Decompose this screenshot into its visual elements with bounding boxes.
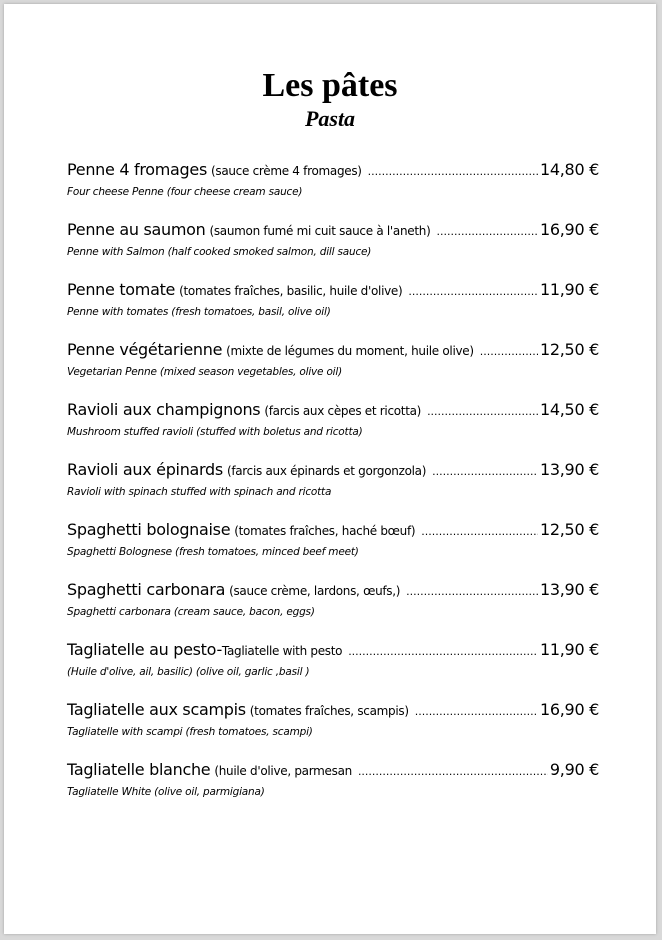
dish-price: 13,90 € — [540, 460, 599, 479]
menu-item-line — [67, 220, 599, 244]
dot-leader — [432, 465, 538, 478]
dish-description: (tomates fraîches, scampis) — [249, 704, 409, 718]
dish-translation: Vegetarian Penne (mixed season vegetables, olive oil) — [67, 366, 342, 378]
dish-translation: Spaghetti Bolognese (fresh tomatoes, minced beef meet) — [67, 546, 359, 558]
menu-item-line — [67, 520, 599, 544]
dish-name: Penne au saumon — [67, 220, 206, 239]
dot-leader — [348, 645, 538, 658]
menu-item-line — [67, 400, 599, 424]
menu-page — [4, 4, 656, 934]
dish-description: (saumon fumé mi cuit sauce à l'aneth) — [209, 224, 431, 238]
dish-translation: (Huile d'olive, ail, basilic) (olive oil, garlic ,basil ) — [67, 666, 310, 678]
dish-name: Spaghetti carbonara — [67, 580, 226, 599]
menu-item — [67, 520, 599, 580]
dish-price: 12,50 € — [540, 520, 599, 539]
menu-list — [67, 160, 599, 820]
dish-price: 11,90 € — [540, 640, 599, 659]
dish-description: Tagliatelle with pesto — [221, 644, 343, 658]
menu-header — [4, 66, 656, 132]
page-subtitle: Pasta — [304, 106, 356, 131]
menu-item — [67, 160, 599, 220]
menu-item-line — [67, 640, 599, 664]
dish-translation: Tagliatelle White (olive oil, parmigiana) — [67, 786, 265, 798]
dish-price: 16,90 € — [540, 700, 599, 719]
dot-leader — [480, 345, 538, 358]
menu-item — [67, 700, 599, 760]
dish-description: (huile d'olive, parmesan — [214, 764, 352, 778]
menu-item — [67, 760, 599, 820]
dish-price: 11,90 € — [540, 280, 599, 299]
menu-item-line — [67, 760, 599, 784]
dish-name: Ravioli aux champignons — [67, 400, 261, 419]
menu-item — [67, 580, 599, 640]
dish-name: Tagliatelle au pesto- — [67, 640, 222, 659]
menu-item — [67, 460, 599, 520]
page-title: Les pâtes — [262, 67, 398, 104]
menu-item — [67, 340, 599, 400]
dish-translation: Mushroom stuffed ravioli (stuffed with boletus and ricotta) — [67, 426, 363, 438]
dot-leader — [406, 585, 538, 598]
dot-leader — [415, 705, 538, 718]
dish-translation: Tagliatelle with scampi (fresh tomatoes, scampi) — [67, 726, 313, 738]
dish-name: Penne végétarienne — [67, 340, 223, 359]
dish-translation: Spaghetti carbonara (cream sauce, bacon, eggs) — [67, 606, 315, 618]
menu-item — [67, 220, 599, 280]
dish-translation: Penne with Salmon (half cooked smoked salmon, dill sauce) — [67, 246, 372, 258]
dot-leader — [427, 405, 538, 418]
dot-leader — [408, 285, 538, 298]
menu-item-line — [67, 160, 599, 184]
dish-name: Spaghetti bolognaise — [67, 520, 231, 539]
dish-price: 16,90 € — [540, 220, 599, 239]
dish-name: Penne 4 fromages — [67, 160, 207, 179]
dish-name: Ravioli aux épinards — [67, 460, 223, 479]
dish-description: (farcis aux cèpes et ricotta) — [264, 404, 422, 418]
menu-item — [67, 280, 599, 340]
menu-item-line — [67, 700, 599, 724]
dot-leader — [436, 225, 538, 238]
menu-item — [67, 400, 599, 460]
dish-price: 12,50 € — [540, 340, 599, 359]
dish-description: (farcis aux épinards et gorgonzola) — [226, 464, 427, 478]
dish-price: 13,90 € — [540, 580, 599, 599]
dish-description: (mixte de légumes du moment, huile olive) — [226, 344, 474, 358]
menu-item-line — [67, 580, 599, 604]
dish-price: 14,80 € — [540, 160, 599, 179]
dish-price: 9,90 € — [549, 760, 599, 779]
dot-leader — [368, 165, 538, 178]
dish-translation: Four cheese Penne (four cheese cream sauce) — [67, 186, 303, 198]
dish-description: (sauce crème 4 fromages) — [210, 164, 362, 178]
menu-item-line — [67, 280, 599, 304]
dish-description: (sauce crème, lardons, œufs,) — [229, 584, 401, 598]
menu-item-line — [67, 340, 599, 364]
dish-translation: Penne with tomates (fresh tomatoes, basil, olive oil) — [67, 306, 331, 318]
dish-description: (tomates fraîches, basilic, huile d'olive) — [179, 284, 403, 298]
menu-item — [67, 640, 599, 700]
dot-leader — [358, 765, 548, 778]
dish-name: Penne tomate — [67, 280, 176, 299]
dish-translation: Ravioli with spinach stuffed with spinach and ricotta — [67, 486, 332, 498]
dish-description: (tomates fraîches, haché bœuf) — [234, 524, 416, 538]
dish-name: Tagliatelle blanche — [67, 760, 211, 779]
dot-leader — [421, 525, 538, 538]
dish-name: Tagliatelle aux scampis — [67, 700, 246, 719]
dish-price: 14,50 € — [540, 400, 599, 419]
menu-item-line — [67, 460, 599, 484]
